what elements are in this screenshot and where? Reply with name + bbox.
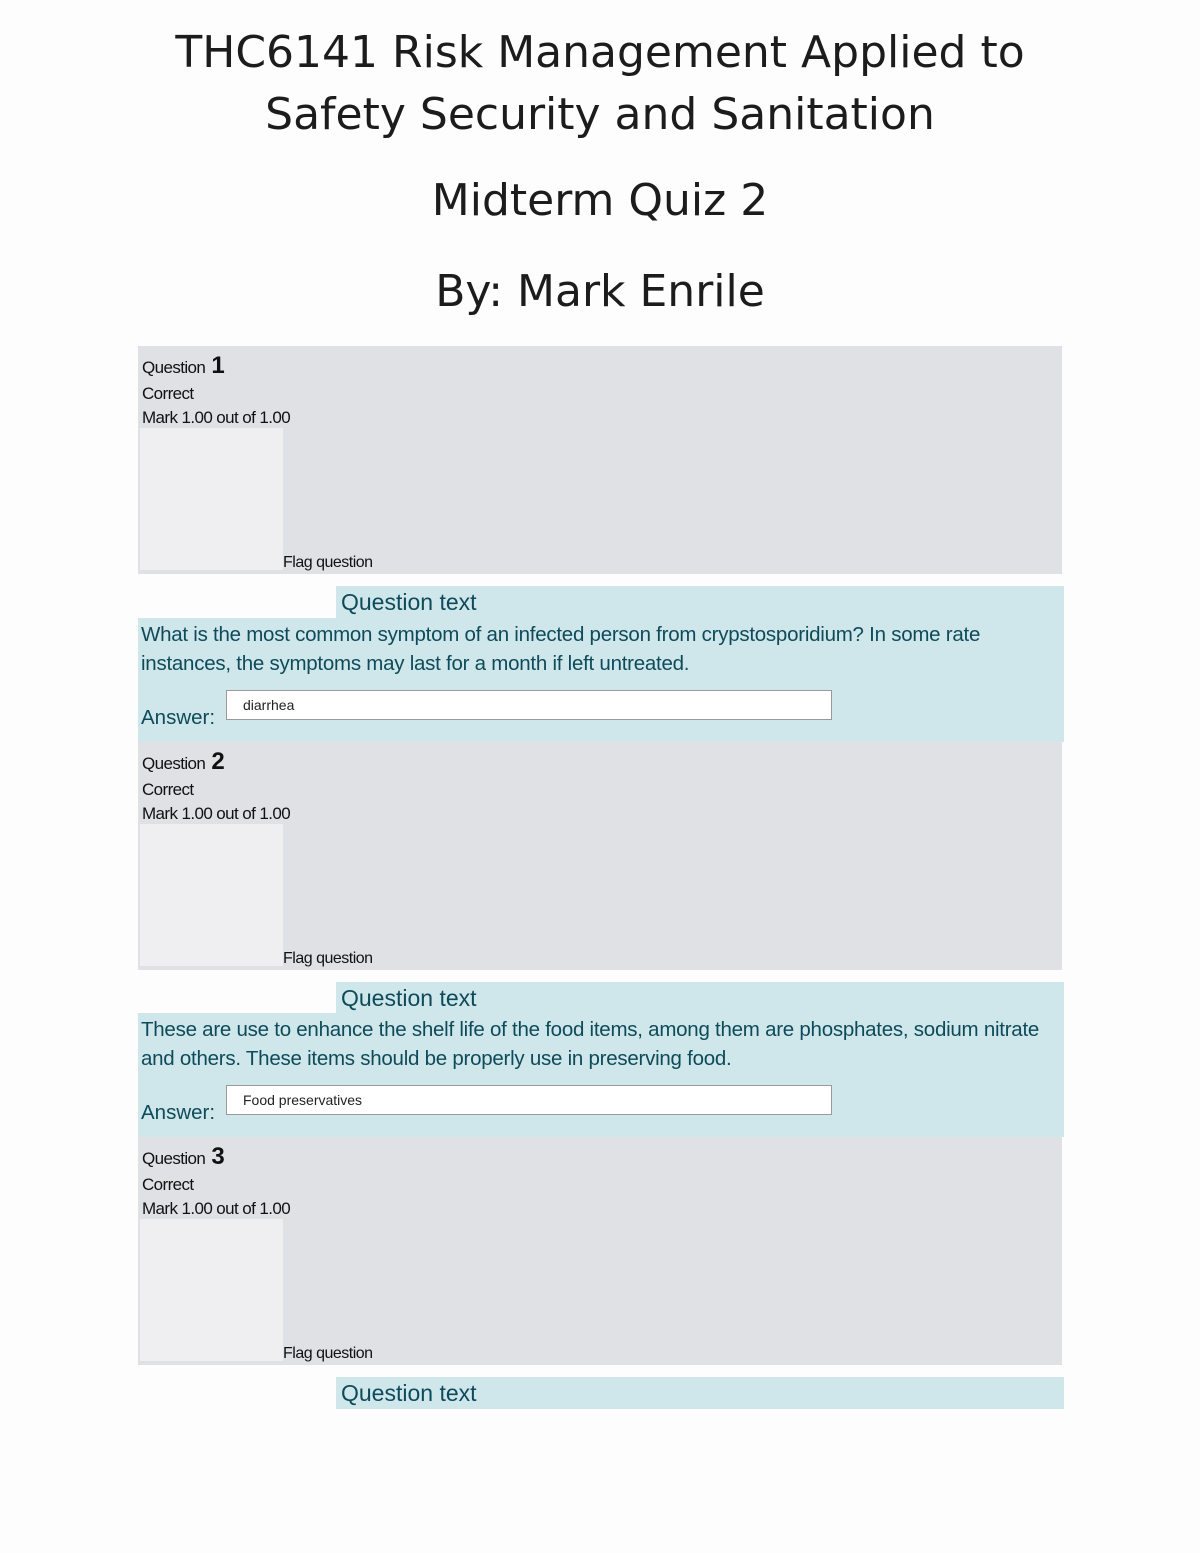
question-number: 1 <box>211 352 225 379</box>
question-mark: Mark 1.00 out of 1.00 <box>142 408 291 427</box>
question-number: 2 <box>211 748 225 775</box>
question-content-2 <box>138 1013 1064 1137</box>
question-text-header <box>336 586 1064 618</box>
answer-label: Answer: <box>141 1101 216 1124</box>
flag-question-link[interactable]: Flag question <box>283 950 373 967</box>
question-text-header <box>336 1377 1064 1409</box>
question-info-2 <box>138 742 1062 970</box>
flag-question-link[interactable]: Flag question <box>283 554 373 571</box>
question-state: Correct <box>142 1175 194 1194</box>
question-text-header <box>336 982 1064 1014</box>
question-info-3 <box>138 1137 1062 1365</box>
title-line-2: Safety Security and Sanitation <box>265 89 935 140</box>
answer-input[interactable]: Food preservatives <box>226 1085 832 1115</box>
question-number: 3 <box>211 1143 225 1170</box>
question-text-heading: Question text <box>341 985 477 1011</box>
question-text: What is the most common symptom of an infected person from crypstosporidium? In some rate instances, the symptoms may last for a month if left untreated. <box>141 623 981 675</box>
question-label: Question <box>142 358 206 377</box>
question-text-heading: Question text <box>341 589 477 615</box>
answer-input[interactable]: diarrhea <box>226 690 832 720</box>
question-content-1 <box>138 618 1064 742</box>
title-line-1: THC6141 Risk Management Applied to <box>175 27 1025 78</box>
question-label: Question <box>142 1149 206 1168</box>
question-state: Correct <box>142 384 194 403</box>
quiz-name: Midterm Quiz 2 <box>431 175 769 226</box>
flag-question-link[interactable]: Flag question <box>283 1345 373 1362</box>
flag-icon[interactable] <box>140 1219 283 1361</box>
question-mark: Mark 1.00 out of 1.00 <box>142 804 291 823</box>
question-label: Question <box>142 754 206 773</box>
answer-label: Answer: <box>141 706 216 729</box>
question-mark: Mark 1.00 out of 1.00 <box>142 1199 291 1218</box>
flag-icon[interactable] <box>140 824 283 966</box>
flag-icon[interactable] <box>140 428 283 570</box>
question-heading <box>142 748 224 776</box>
question-text-heading: Question text <box>341 1380 477 1406</box>
question-heading <box>142 352 224 380</box>
question-text: These are use to enhance the shelf life of the food items, among them are phosphates, sodium nitrate and others. These items should be properly use in preserving food. <box>141 1018 1040 1070</box>
document-title <box>0 22 1200 146</box>
question-info-1 <box>138 346 1062 574</box>
question-state: Correct <box>142 780 194 799</box>
author: By: Mark Enrile <box>435 266 765 317</box>
question-heading <box>142 1143 224 1171</box>
